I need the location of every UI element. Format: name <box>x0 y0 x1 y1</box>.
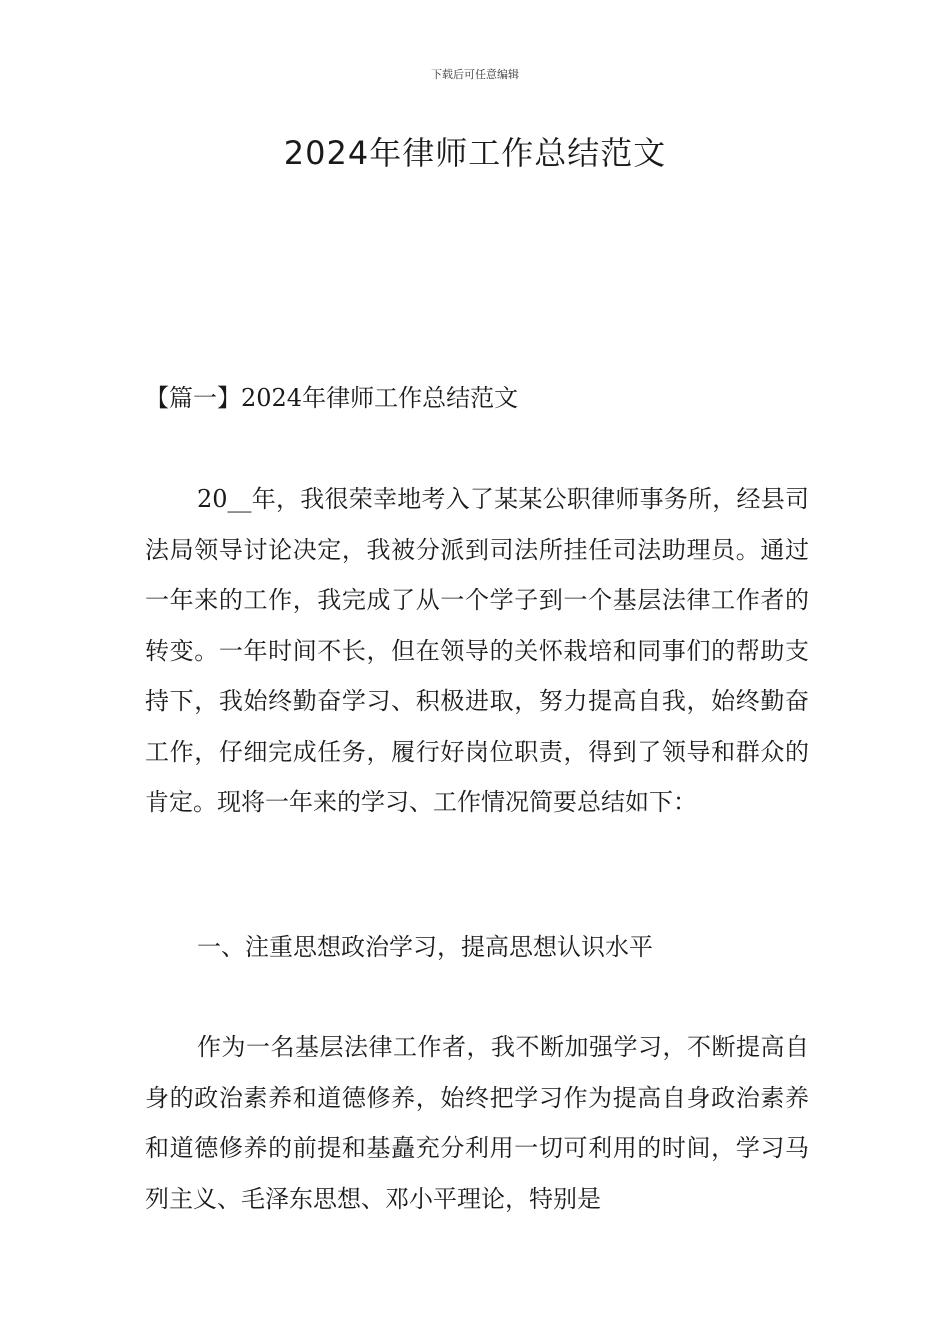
sub-heading-1: 一、注重思想政治学习，提高思想认识水平 <box>197 933 653 961</box>
document-title: 2024年律师工作总结范文 <box>283 134 667 172</box>
paragraph-study: 作为一名基层法律工作者，我不断加强学习，不断提高自身的政治素养和道德修养，始终把学习作为提高自身政治素养和道德修养的前提和基矗充分利用一切可利用的时间，学习马列主义、毛泽东思想、邓小平理论，特别是 <box>145 1033 809 1213</box>
header-note: 下载后可任意编辑 <box>431 68 519 81</box>
paragraph-intro: 20__年，我很荣幸地考入了某某公职律师事务所，经县司法局领导讨论决定，我被分派到司法所挂任司法助理员。通过一年来的工作，我完成了从一个学子到一个基层法律工作者的转变。一年时间不长，但在领导的关怀栽培和同事们的帮助支持下，我始终勤奋学习、积极进取，努力提高自我，始终勤奋工作，仔细完成任务，履行好岗位职责，得到了领导和群众的肯定。现将一年来的学习、工作情况简要总结如下： <box>145 485 809 816</box>
section-heading: 【篇一】2024年律师工作总结范文 <box>145 384 519 412</box>
